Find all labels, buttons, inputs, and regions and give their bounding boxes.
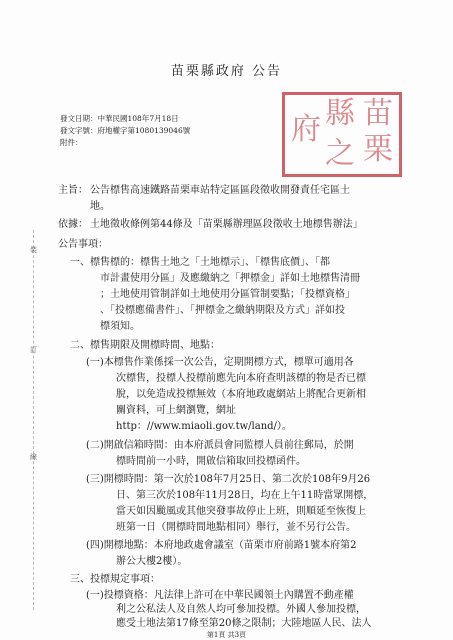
- items-label: 公告事項：: [58, 239, 108, 250]
- date-value: 中華民國108年7月18日: [97, 114, 179, 123]
- binding-line: [33, 230, 34, 610]
- item-1-line: ；土地使用管制詳如土地使用分區管制要點；「投標資格」: [100, 289, 355, 300]
- item-2-3-line: 日、第三次於108年11月28日，均在上午11時當眾開標，: [116, 490, 374, 501]
- attachment-label: 附件：: [60, 138, 83, 147]
- item-1-line: 市計畫使用分區」及應繳納之「押標金」詳如土地標售清冊: [100, 273, 360, 284]
- basis-text: 土地徵收條例第44條及「苗栗縣辦理區段徵收土地標售辦法」: [90, 219, 363, 230]
- basis-label: 依據：: [58, 219, 88, 230]
- item-3-1-line: 應受土地法第17條至第20條之限制；大陸地區人民、法人: [116, 618, 372, 629]
- date-line: [60, 113, 179, 124]
- item-2-heading: 二、標售期限及開標時間、地點：: [70, 340, 220, 351]
- item-2-3-line: (三)開標時間：第一次於108年7月25日、第二次於108年9月26: [86, 474, 371, 485]
- item-1-line: 、「投標應備書件」、「押標金之繳納期限及方式」詳如投: [100, 305, 345, 316]
- item-3-1-line: (一)投標資格：凡法律上許可在中華民國領土內購置不動產權: [86, 590, 354, 601]
- docno-label: 發文字號：: [60, 126, 98, 135]
- item-2-4-line: 辦公大樓2樓）。: [116, 556, 188, 567]
- item-2-2-line: (二)開啟信箱時間：由本府派員會同監標人員前往郵局，於開: [86, 440, 354, 451]
- subject-line-2: 地。: [90, 201, 110, 212]
- item-2-1-line: 關資料，可上網瀏覽，網址: [116, 405, 236, 416]
- docno-line: [60, 125, 190, 136]
- item-2-3-line: 當天如因颱風或其他突發事故停止上班，則順延至恢復上: [116, 506, 366, 517]
- docno-value: 府地權字第1080139046號: [97, 126, 191, 135]
- subject-label: 主旨：: [58, 185, 88, 196]
- item-2-1-line: 次標售，投標人投標前應先向本府查明該標的物是否已標: [116, 373, 366, 384]
- page-footer: 第1頁 共3頁: [206, 631, 247, 639]
- item-2-1-line: 脫，以免造成投標無效（本府地政處網站上將配合更新相: [116, 389, 366, 400]
- subject-line-1: 公告標售高速鐵路苗栗車站特定區區段徵收開發責任宅區土: [90, 185, 350, 196]
- page-title: 苗栗縣政府 公告: [170, 64, 283, 79]
- side-mark-stitch: 訂: [30, 346, 37, 354]
- item-3-1-line: 利之公私法人及自然人均可參加投標。外國人參加投標，: [116, 604, 366, 615]
- side-mark-line: 線: [30, 453, 37, 461]
- item-3-heading: 三、投標規定事項：: [70, 574, 160, 585]
- side-mark-bind: 裝: [30, 246, 37, 254]
- item-2-3-line: 班第一日（開標時間地點相同）舉行，並不另行公告。: [116, 522, 356, 533]
- date-label: 發文日期：: [60, 114, 98, 123]
- item-2-4-line: (四)開標地點：本府地政處會議室（苗栗市府前路1號本府第2: [86, 540, 357, 551]
- item-1-line: 一、標售標的：標售土地之「土地標示」、「標售底價」、「都: [70, 257, 330, 268]
- item-2-1-url: http：//www.miaoli.gov.tw/land/）。: [116, 421, 292, 432]
- item-1-line: 標須知。: [100, 321, 140, 332]
- item-2-1-line: (一)本標售作業係採一次公告，定期開標方式，標單可適用各: [86, 357, 354, 368]
- official-seal: 府 縣 苗 之 栗: [282, 92, 402, 177]
- attachment-line: [60, 137, 83, 148]
- item-2-2-line: 標時間前一小時，開啟信箱取回投標函件。: [116, 456, 306, 467]
